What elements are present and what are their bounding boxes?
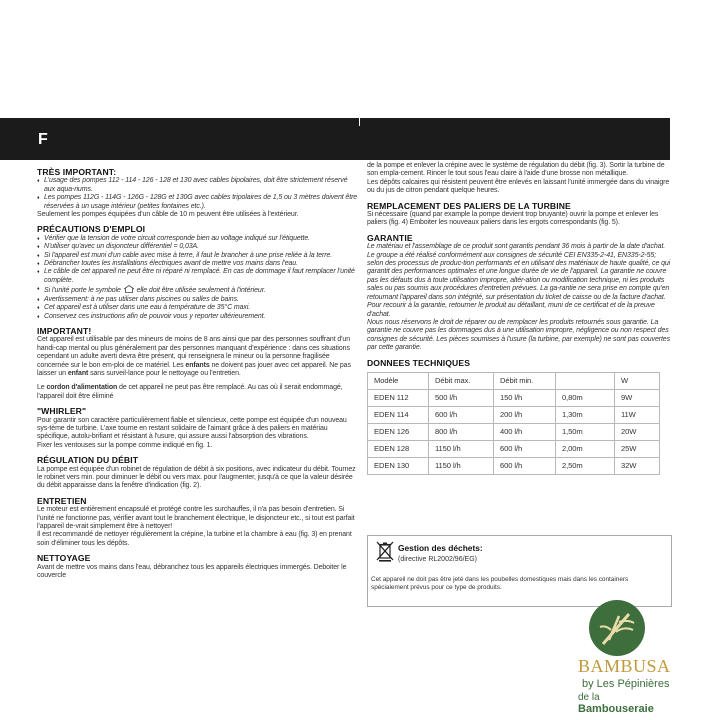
- list-item: ♦ Vérifier que la tension de votre circuit corresponde bien au voltage indiqué sur l'étiquette.: [37, 235, 359, 243]
- table-cell: 25W: [615, 440, 660, 457]
- waste-management-box: [367, 535, 672, 607]
- table-cell: 800 l/h: [429, 423, 494, 440]
- nettoyage-text: Avant de mettre vos mains dans l'eau, débranchez tous les appareils électriques immergés. Deboiter le couvercle: [37, 563, 347, 580]
- bold-span: cordon d'alimentation: [46, 384, 118, 392]
- list-item: ♦ Si l'appareil est muni d'un cable avec mise à terre, il faut le brancher à une prise reliée à la terre.: [37, 252, 359, 260]
- table-cell: EDEN 128: [368, 440, 429, 457]
- text-span: sans surveil-lance pour le nettoyage ou l'entretien.: [90, 369, 241, 377]
- regulation-text: La pompe est équipée d'un robinet de régulation de débit à six positions, avec indicateur du débit. Tournez le robinet vers min. pour diminuer le débit ou vers max. pour l'augmenter, jusqu'à ce que la valeur désirée du débit apparaisse dans la fenêtre d'indication (fig. 2).: [37, 465, 356, 490]
- column-header: W: [615, 372, 660, 389]
- list-item: ♦ Avertissement: à ne pas utiliser dans piscines ou salles de bains.: [37, 296, 359, 304]
- donnees-title: DONNEES TECHNIQUES: [367, 357, 471, 368]
- table-cell: 0,80m: [556, 389, 615, 406]
- list-item: ♦ Les pompes 112G - 114G - 126G - 128G et 130G avec cables tripolaires de 1,5 ou 3 mètres doivent être réservées à un usage intérieur (petites fontaines etc.).: [37, 194, 359, 211]
- crossed-bin-icon: [374, 540, 396, 562]
- table-cell: 150 l/h: [494, 389, 556, 406]
- table-cell: 2,50m: [556, 457, 615, 474]
- list-item: ♦ Conservez ces instructions afin de pouvoir vous y reporter ultérieurement.: [37, 313, 359, 321]
- table-cell: 1,50m: [556, 423, 615, 440]
- table-cell: 600 l/h: [429, 406, 494, 423]
- list-item: [37, 285, 359, 295]
- table-cell: 1,30m: [556, 406, 615, 423]
- continued-text1: de la pompe et enlever la crépine avec le système de régulation du débit (fig. 3). Sortir la turbine de son empla-cement. Rincer le tout sous l'eau claire à l'aide d'une brosse non métallique.: [367, 162, 665, 178]
- section-header-bar: [0, 118, 670, 160]
- table-cell: EDEN 112: [368, 389, 429, 406]
- symbol-text: Si l'unité porte le symbole: [44, 287, 121, 295]
- table-cell: EDEN 126: [368, 423, 429, 440]
- table-header-row: [368, 372, 660, 389]
- continued-text2: Les dépôts calcaires qui résistent peuvent être enlevés en laissant l'unité immergée dans du vinaigre ou du jus de citron pendant quelque heures.: [367, 178, 670, 195]
- table-cell: 1150 l/h: [429, 457, 494, 474]
- cordon-text: [37, 384, 359, 401]
- table-cell: 1150 l/h: [429, 440, 494, 457]
- list-item: ♦ Débrancher toutes les installations électriques avant de mettre vos mains dans l'eau.: [37, 260, 359, 268]
- table-cell: 600 l/h: [494, 440, 556, 457]
- table-row: [368, 457, 660, 474]
- left-column: [37, 162, 359, 580]
- indoor-house-icon: [123, 285, 135, 293]
- paliers-title: REMPLACEMENT DES PALIERS DE LA TURBINE: [367, 200, 571, 211]
- bold-span: enfants: [185, 361, 210, 369]
- table-row: [368, 406, 660, 423]
- important-list: [37, 177, 359, 211]
- bamboo-emblem: [589, 600, 645, 656]
- text-span: Cet appareil est utilisable par des mineurs de moins de 8 ans ainsi que par des personnes souffrant d'un handi-cap mental ou plus généralement par des personnes manquant d'expérience : dans ces situations cependant un adulte averti devra être présent, qui renseignera le mineur ou la personne fragilisée concernée sur le bon em-ploi de ce matériel. Les: [37, 336, 351, 369]
- table-row: [368, 440, 660, 457]
- logo-tagline: [578, 692, 674, 715]
- bold-span: enfant: [67, 369, 89, 377]
- waste-title: Gestion des déchets:: [398, 543, 483, 553]
- garantie-title: GARANTIE: [367, 232, 413, 243]
- entretien-text1: Le moteur est entièrement encapsulé et protégé contre les surchauffes, il n'a pas besoin d'entretien. Si l'unité ne fonctionne pas, vérifier avant tout le branchement électrique, le disjoncteur etc., si tout est parfait l'appareil de-vrait simplement être à nettoyer!: [37, 506, 355, 531]
- text-span: Le: [37, 384, 45, 392]
- table-cell: 20W: [615, 423, 660, 440]
- header-divider: [359, 118, 360, 126]
- entretien-title: ENTRETIEN: [37, 495, 87, 506]
- precautions-title: PRÉCAUTIONS D'EMPLOI: [37, 224, 146, 235]
- waste-directive: (directive RL2002/96/EG): [398, 556, 477, 563]
- nettoyage-title: NETTOYAGE: [37, 553, 91, 564]
- table-row: [368, 423, 660, 440]
- table-row: [368, 389, 660, 406]
- waste-text: Cet appareil ne doit pas être jeté dans les poubelles domestiques mais dans les containers spécialement prévus pour ce type de produits.: [371, 576, 629, 591]
- table-cell: 500 l/h: [429, 389, 494, 406]
- important2-text: [37, 336, 359, 378]
- list-item: ♦ N'utiliser qu'avec un disjoncteur différentiel = 0,03A.: [37, 243, 359, 251]
- bamboo-icon: [589, 600, 645, 656]
- text-span: de cet appareil ne peut pas être remplacé. Au cas où il serait endommagé, l'appareil doit être éliminé: [37, 384, 343, 400]
- whirler-text: Pour garantir son caractère particulièrement fiable et silencieux, cette pompe est équipée d'un nouveau sys-tème de turbine. L'axe tourne en restant solidaire de l'aimant grâce à des paliers en matériau spécifique, autolu-brifiant et résistant à l'usure, qui assure aussi l'absorption des vibrations.: [37, 416, 347, 441]
- column-header: [556, 372, 615, 389]
- paliers-text: Si nécessaire (quand par example la pompe devient trop bruyante) ouvrir la pompe et enlever les paliers (fig. 4) Emboiter les nouveaux paliers dans les ergots correspondants (fig. 5).: [367, 211, 659, 227]
- table-cell: 200 l/h: [494, 406, 556, 423]
- regulation-title: RÉGULATION DU DÉBIT: [37, 455, 139, 466]
- table-cell: 600 l/h: [494, 457, 556, 474]
- table-cell: EDEN 114: [368, 406, 429, 423]
- whirler-text2: Fixer les ventouses sur la pompe comme indiqué en fig. 1.: [37, 441, 213, 449]
- table-cell: 11W: [615, 406, 660, 423]
- language-letter: F: [38, 131, 48, 148]
- important2-title: IMPORTANT!: [37, 325, 92, 336]
- outdoor-note: Seulement les pompes équipées d'un câble de 10 m peuvent être utilisées à l'extérieur.: [37, 211, 299, 219]
- entretien-text2: Il est recommandé de nettoyer régulièrement la crépine, la turbine et la chambre à eau (fig. 3) en prenant soin d'éliminer tous les dépôts.: [37, 531, 352, 547]
- table-cell: 400 l/h: [494, 423, 556, 440]
- table-cell: 32W: [615, 457, 660, 474]
- logo-tagline-prefix: de la: [578, 692, 600, 703]
- table-cell: EDEN 130: [368, 457, 429, 474]
- list-item: ♦ Le câble de cet appareil ne peut être ni réparé ni remplacé. En cas de dommage il faut remplacer l'unité complète.: [37, 268, 359, 285]
- bambusa-logo: [564, 600, 674, 715]
- whirler-title: "WHIRLER": [37, 406, 87, 417]
- tech-data-table: [367, 372, 660, 475]
- column-header: Débit min.: [494, 372, 556, 389]
- right-column: [367, 162, 671, 475]
- column-header: Débit max.: [429, 372, 494, 389]
- logo-byline: by Les Pépinières: [582, 678, 670, 690]
- list-item: ♦ Cet appareil est à utiliser dans une eau à température de 35°C maxi.: [37, 304, 359, 312]
- symbol-text-tail: elle doit être utilisée seulement à l'intérieur.: [136, 287, 266, 295]
- garantie-text1: Le matériau et l'assemblage de ce produit sont garantis pendant 36 mois à partir de la date d'achat. Le groupe a été réalisé conformément aux consignes de sécurité CEI EN335-2-41, EN335-2-55; selon des processus de produc-tion performants et en utilisant des matériaux de haute qualité, ce qui garantit des performances optimales et une longue durée de vie de l'appareil. La garantie ne couvre pas les défauts dus à toute utilisation impropre, altér-ation ou modification technique, ni les produits sales ou pas soumis aux procédures d'entretien prévues. La ga-rantie ne sera prise en compte qu'en retournant l'appareil dans son intégrité, sur présentation du ticket de caisse ou de la facture d'achat. Pour recourir à la garantie, retourner le produit au détaillant, muni de ce certificat et de la preuve d'achat.: [367, 243, 671, 318]
- text-span: ne doivent pas jouer avec cet appareil. Ne pas laisser un: [37, 361, 351, 377]
- column-header: Modèle: [368, 372, 429, 389]
- logo-name: BAMBUSA: [578, 656, 671, 676]
- important-title: TRÈS IMPORTANT:: [37, 167, 117, 177]
- table-cell: 9W: [615, 389, 660, 406]
- precautions-list: [37, 235, 359, 321]
- list-item: ♦ L'usage des pompes 112 - 114 - 126 - 128 et 130 avec cables bipolaires, doit être strictement réservé aux aqua-riums.: [37, 177, 359, 194]
- garantie-text2: Nous nous réservons le droit de réparer ou de remplacer les produits retournés sous garantie. La garantie ne couvre pas les dommages dus à une utilisation impropre, négligence ou non respect des consignes de sécurité. Les pièces soumises à l'usure (la turbine, par exemple) ne sont pas couvertes par cette garantie.: [367, 318, 671, 352]
- logo-tagline-name: Bambouseraie: [578, 703, 654, 715]
- table-cell: 2,00m: [556, 440, 615, 457]
